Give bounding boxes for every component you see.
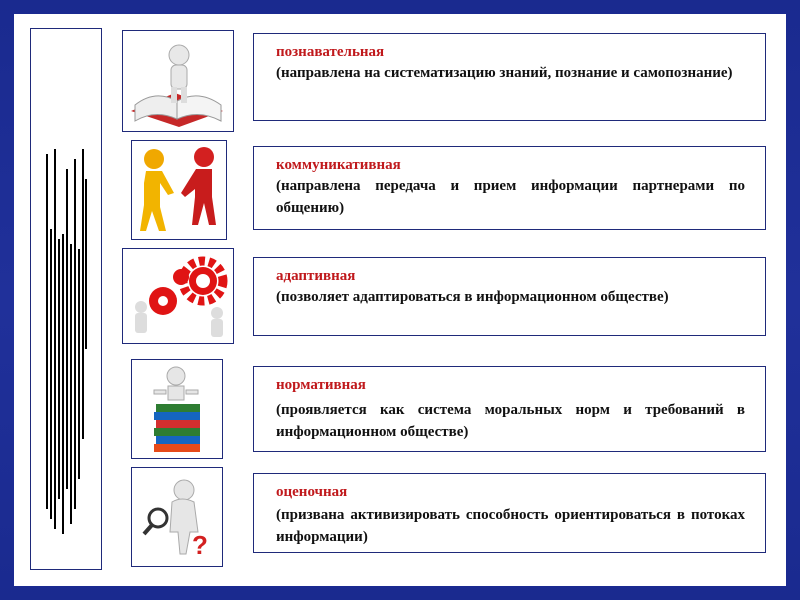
- function-title: адаптивная: [276, 268, 356, 284]
- function-description: (направлена на систематизацию знаний, познание и самопознание): [276, 65, 733, 81]
- function-card: [253, 257, 766, 336]
- function-title: коммуникативная: [276, 157, 401, 173]
- function-description: (позволяет адаптироваться в информационном обществе): [276, 289, 669, 305]
- function-description: (проявляется как система моральных норм и требований в информационном обществе): [276, 402, 745, 440]
- gears-icon: [123, 249, 233, 343]
- books-person-icon: [132, 360, 222, 458]
- svg-text:?: ?: [192, 530, 208, 560]
- thumb-handshake: [131, 140, 227, 240]
- function-card: [253, 473, 766, 553]
- book-person-icon: [123, 31, 233, 131]
- magnifier-question-icon: [132, 468, 222, 566]
- function-description: (направлена передача и прием информации партнерами по общению): [276, 178, 745, 216]
- thumb-books: [131, 359, 223, 459]
- handshake-icon: [132, 141, 226, 239]
- thumb-magnifier: [131, 467, 223, 567]
- function-title: оценочная: [276, 484, 348, 500]
- vertical-title-box: [30, 28, 102, 570]
- function-card: [253, 366, 766, 452]
- function-title: нормативная: [276, 377, 366, 393]
- thumb-gears: [122, 248, 234, 344]
- thumb-book: [122, 30, 234, 132]
- function-card: [253, 146, 766, 230]
- function-title: познавательная: [276, 44, 385, 60]
- function-card: [253, 33, 766, 121]
- function-description: (призвана активизировать способность ориентироваться в потоках информации): [276, 507, 745, 545]
- vertical-title-glyphs: [37, 149, 95, 539]
